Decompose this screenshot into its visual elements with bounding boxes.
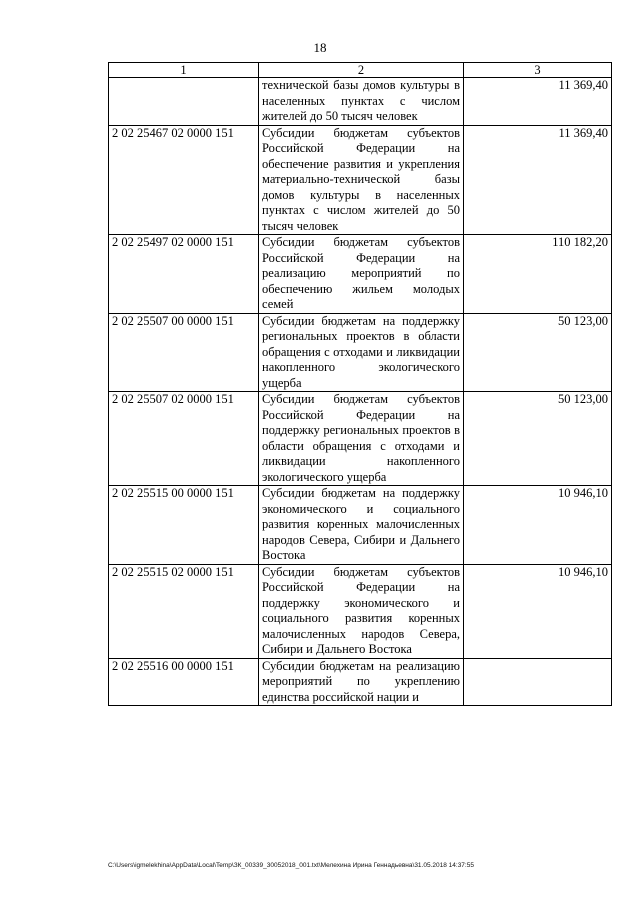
amount-cell: 50 123,00 [464, 392, 612, 486]
footer-file-path: C:\Users\igmelekhina\AppData\Local\Temp\ЗК_00339_30052018_001.txt\Мелехина Ирина Геннадьевна\31.05.2018 14:37:55 [108, 862, 474, 869]
amount-cell: 10 946,10 [464, 486, 612, 565]
amount-cell: 11 369,40 [464, 125, 612, 235]
description-text: Субсидии бюджетам субъектов Российской Федерации на обеспечение развития и укрепления материально-технической базы домов культуры в населенных пунктах с числом жителей до 50 тысяч человек [262, 125, 460, 233]
table-body [109, 78, 612, 706]
description-cell [259, 235, 464, 314]
description-cell [259, 313, 464, 392]
amount-cell: 11 369,40 [464, 78, 612, 126]
budget-code-cell: 2 02 25515 00 0000 151 [109, 486, 259, 565]
table-row [109, 125, 612, 235]
amount-cell [464, 658, 612, 706]
description-cell [259, 658, 464, 706]
description-text: Субсидии бюджетам субъектов Российской Федерации на реализацию мероприятий по обеспечению жильем молодых семей [262, 235, 460, 311]
amount-cell: 50 123,00 [464, 313, 612, 392]
budget-code-cell: 2 02 25467 02 0000 151 [109, 125, 259, 235]
amount-cell: 10 946,10 [464, 564, 612, 658]
table-header-row [109, 63, 612, 78]
description-cell [259, 486, 464, 565]
table-row [109, 486, 612, 565]
description-text: Субсидии бюджетам на поддержку экономического и социального развития коренных малочисленных народов Севера, Сибири и Дальнего Востока [262, 486, 460, 562]
description-text: Субсидии бюджетам субъектов Российской Федерации на поддержку экономического и социального развития коренных малочисленных народов Севера, Сибири и Дальнего Востока [262, 564, 460, 656]
description-text: Субсидии бюджетам на поддержку региональных проектов в области обращения с отходами и ликвидации накопленного экологического ущерба [262, 313, 460, 390]
budget-code-cell: 2 02 25515 02 0000 151 [109, 564, 259, 658]
table-row [109, 564, 612, 658]
budget-code-cell: 2 02 25507 02 0000 151 [109, 392, 259, 486]
budget-code-cell: 2 02 25516 00 0000 151 [109, 658, 259, 706]
description-text: Субсидии бюджетам субъектов Российской Федерации на поддержку региональных проектов в области обращения с отходами и ликвидации накопленного экологического ущерба [262, 392, 460, 484]
budget-code-cell [109, 78, 259, 126]
description-cell [259, 392, 464, 486]
table-row [109, 392, 612, 486]
budget-table [108, 62, 612, 706]
table-row [109, 235, 612, 314]
column-header-3: 3 [464, 63, 612, 78]
budget-code-cell: 2 02 25507 00 0000 151 [109, 313, 259, 392]
table-row [109, 658, 612, 706]
description-cell [259, 564, 464, 658]
description-text: Субсидии бюджетам на реализацию мероприятий по укреплению единства российской нации и [262, 658, 460, 704]
table-row [109, 78, 612, 126]
description-cell [259, 125, 464, 235]
budget-code-cell: 2 02 25497 02 0000 151 [109, 235, 259, 314]
description-text: технической базы домов культуры в населенных пунктах с числом жителей до 50 тысяч человек [262, 78, 460, 123]
page-number: 18 [313, 40, 327, 55]
amount-cell: 110 182,20 [464, 235, 612, 314]
column-header-2: 2 [259, 63, 464, 78]
column-header-1: 1 [109, 63, 259, 78]
description-cell [259, 78, 464, 126]
table-row [109, 313, 612, 392]
